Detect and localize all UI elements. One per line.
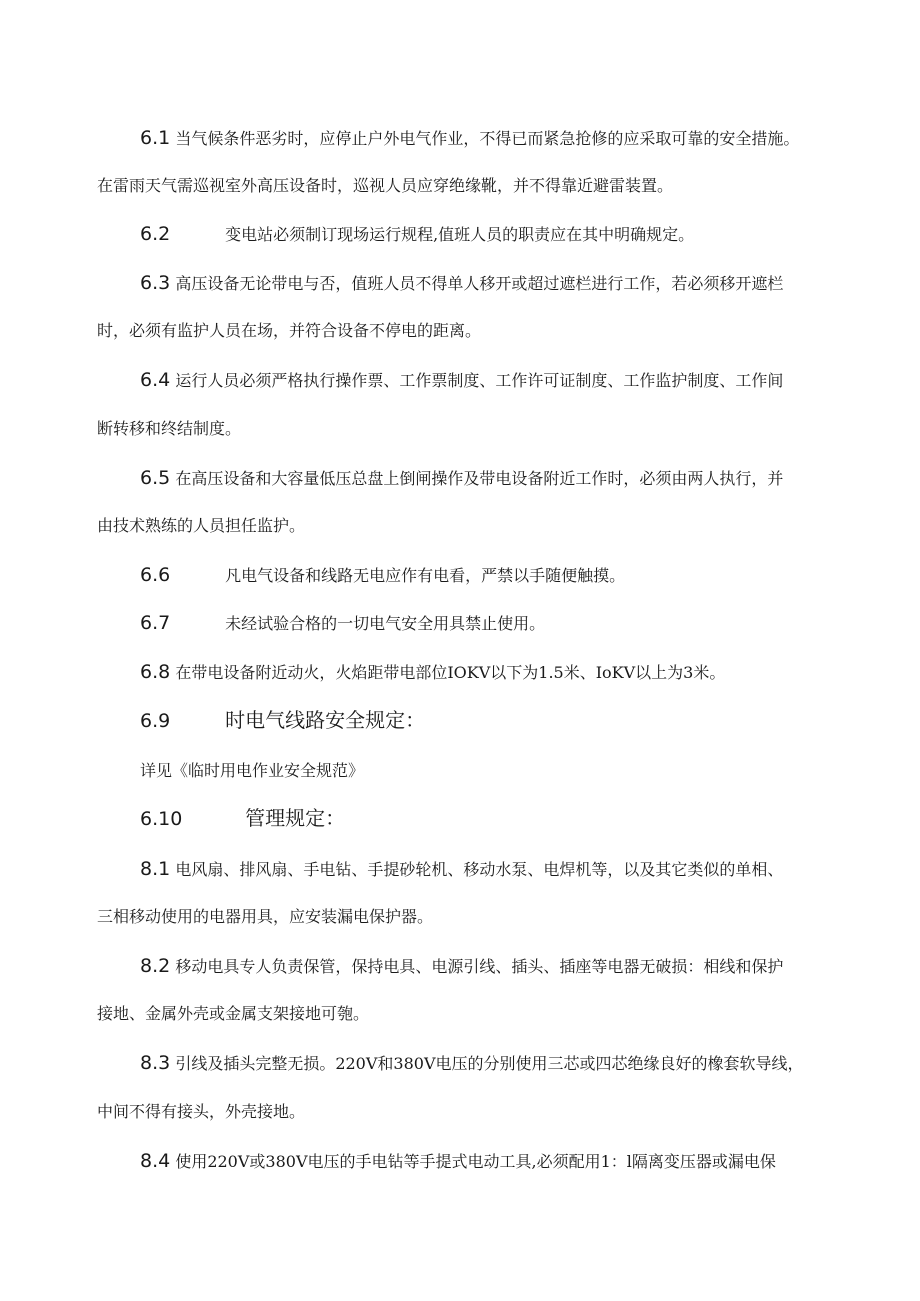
para-6-8 [140,661,725,684]
para-text: 未经试验合格的一切电气安全用具禁止使用。 [225,614,546,633]
heading-6-9 [140,709,425,733]
para-text: 运行人员必须严格执行操作票、工作票制度、工作许可证制度、工作监护制度、工作间 [175,371,784,390]
para-text: 时，必须有监护人员在场，并符合设备不停电的距离。 [97,321,482,340]
para-6-7 [140,612,545,635]
para-text: 在带电设备附近动火，火焰距带电部位IOKV以下为1.5米、IoKV以上为3米。 [175,663,726,682]
para-text: 详见《临时用电作业安全规范》 [140,761,365,780]
para-8-1-line-1 [140,858,783,881]
para-6-1-line-2 [97,175,673,197]
para-text: 变电站必须制订现场运行规程,值班人员的职责应在其中明确规定。 [225,225,695,244]
para-text: 高压设备无论带电与否，值班人员不得单人移开或超过遮栏进行工作，若必须移开遮栏 [175,274,784,293]
para-text: 电风扇、排风扇、手电钻、手提砂轮机、移动水泵、电焊机等，以及其它类似的单相、 [175,860,784,879]
section-number: 6.8 [140,661,171,683]
para-text: 移动电具专人负责保管，保持电具、电源引线、插头、插座等电器无破损：相线和保护 [175,957,784,976]
para-text: 在雷雨天气需巡视室外高压设备时，巡视人员应穿绝缘靴，并不得靠近避雷装置。 [97,176,674,195]
para-text: 三相移动使用的电器用具，应安装漏电保护器。 [97,907,434,926]
para-text: 中间不得有接头，外壳接地。 [97,1102,306,1121]
para-text: 引线及插头完整无损。220V和380V电压的分别使用三芯或四芯绝缘良好的橡套软导线， [175,1054,804,1073]
para-text: 由技术熟练的人员担任监护。 [97,516,306,535]
section-number: 8.3 [140,1052,171,1074]
section-number: 6.3 [140,272,171,294]
para-8-2-line-2 [97,1003,369,1025]
para-6-4-line-2 [97,418,241,440]
para-text: 在高压设备和大容量低压总盘上倒闸操作及带电设备附近工作时，必须由两人执行，并 [175,469,784,488]
para-text: 使用220V或380V电压的手电钻等手提式电动工具,必须配用1：l隔离变压器或漏电保 [175,1152,776,1171]
para-6-2 [140,223,694,246]
para-6-3-line-2 [97,320,481,342]
para-text: 当气候条件恶劣时，应停止户外电气作业，不得已而紧急抢修的应采取可靠的安全措施。 [175,129,800,148]
heading-6-10 [140,807,345,831]
section-number: 6.6 [140,564,171,586]
section-number: 8.4 [140,1150,171,1172]
section-number: 6.9 [140,710,171,732]
section-number: 6.4 [140,369,171,391]
para-text: 接地、金属外壳或金属支架接地可匏。 [97,1004,370,1023]
para-6-1-line-1 [140,127,799,150]
section-number: 6.2 [140,223,171,245]
para-text: 凡电气设备和线路无电应作有电看，严禁以手随便触摸。 [225,566,626,585]
para-6-5-line-2 [97,515,305,537]
section-number: 6.10 [140,808,183,830]
para-8-2-line-1 [140,955,783,978]
para-6-3-line-1 [140,272,783,295]
section-number: 8.1 [140,858,171,880]
para-8-3-line-2 [97,1101,305,1123]
section-number: 6.1 [140,127,171,149]
section-number: 8.2 [140,955,171,977]
para-6-5-line-1 [140,467,783,490]
para-6-6 [140,564,625,587]
para-8-1-line-2 [97,906,433,928]
section-number: 6.7 [140,612,171,634]
para-8-3-line-1 [140,1052,804,1075]
para-8-4-line-1 [140,1150,776,1173]
para-text: 断转移和终结制度。 [97,419,242,438]
para-6-4-line-1 [140,369,783,392]
section-heading: 管理规定： [245,806,346,830]
section-heading: 时电气线路安全规定： [225,708,426,732]
see-also-note [140,760,364,782]
section-number: 6.5 [140,467,171,489]
